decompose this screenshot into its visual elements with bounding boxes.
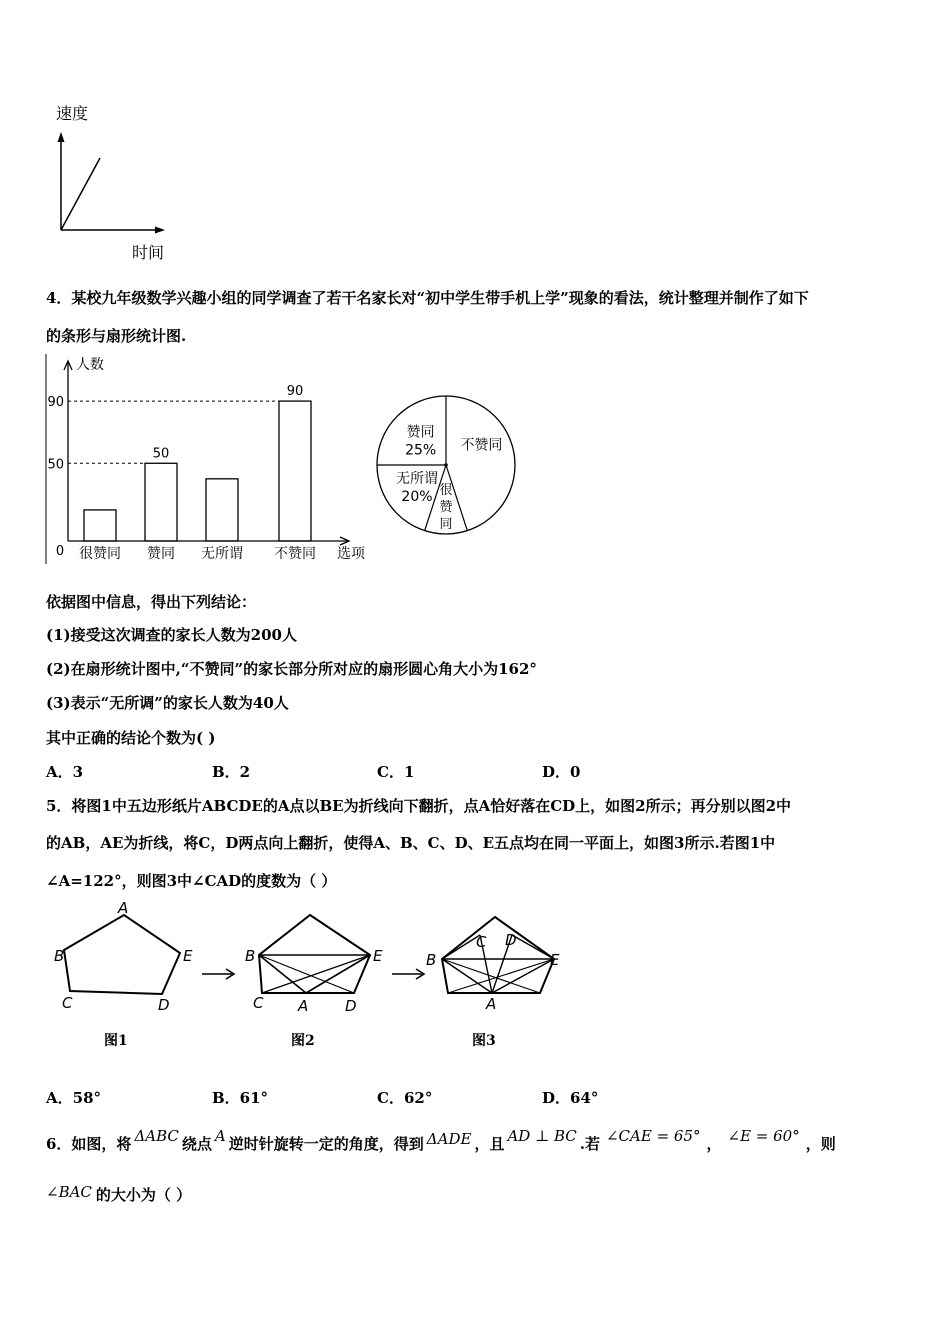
q4-option-d[interactable]: D．0 (542, 763, 581, 781)
pie-slice-label: 赞 (439, 499, 453, 515)
q6-part-1: 6．如图，将 (46, 1135, 132, 1153)
q5-line2: 的AB，AE为折线，将C，D两点向上翻折，使得A、B、C、D、E五点均在同一平面上，如图3所示.若图1中 (46, 834, 776, 852)
fig3-line-ba (442, 959, 492, 993)
q6-stem (46, 1127, 836, 1154)
fig1-label-d: D (158, 996, 170, 1014)
fig3-line-ed (512, 935, 554, 959)
q4-question: 其中正确的结论个数为( ) (46, 729, 216, 747)
fig3-line-bc (442, 935, 480, 959)
q6-stem-line2 (46, 1184, 191, 1205)
q4-option-a[interactable]: A．3 (46, 763, 84, 781)
q6-math-triangle-abc: ΔABC (134, 1127, 179, 1145)
q5-line3: ∠A=122°，则图3中∠CAD的度数为（ ） (46, 872, 337, 890)
bar-ytick-label: 50 (47, 457, 64, 473)
fig2-label-a: A (298, 997, 309, 1015)
q6-math-angle-cae: ∠CAE = 65° (605, 1127, 701, 1145)
fig1-pentagon (64, 915, 180, 994)
q6-part-4: ，且 (474, 1135, 505, 1153)
fig2-label-e: E (373, 947, 383, 965)
speed-label: 速度 (56, 104, 89, 123)
bar-data-label: 90 (286, 384, 304, 400)
q6-part-8: 的大小为（ ） (95, 1186, 192, 1204)
q5-option-b[interactable]: B．61° (212, 1089, 269, 1107)
fig3-label-d: D (505, 931, 517, 949)
bar-xlabel: 选项 (337, 546, 365, 562)
q4-conclusion-2: (2)在扇形统计图中,“不赞同”的家长部分所对应的扇形圆心角大小为162° (46, 660, 537, 678)
fig3-label-b: B (426, 951, 437, 969)
bar-3 (206, 479, 238, 541)
q5-option-c[interactable]: C．62° (377, 1089, 433, 1107)
fig3-caption: 图3 (472, 1033, 496, 1049)
fig2-line-ba (259, 955, 306, 993)
fig1-label-b: B (54, 947, 65, 965)
fig2-label-d: D (345, 997, 357, 1015)
pie-chart (370, 390, 520, 540)
fig1-label-c: C (62, 994, 73, 1012)
q6-part-3: 逆时针旋转一定的角度，得到 (228, 1135, 424, 1153)
bar-category-label: 很赞同 (79, 546, 121, 562)
bar-2 (145, 463, 177, 541)
bar-chart (44, 350, 374, 568)
q4-conclusion-3: (3)表示“无所调”的家长人数为40人 (46, 694, 289, 712)
q4-conclusion-1: (1)接受这次调查的家长人数为200人 (46, 626, 297, 644)
q5-line1: 5．将图1中五边形纸片ABCDE的A点以BE为折线向下翻折，点A恰好落在CD上，如图2所示；再分别以图2中 (46, 797, 792, 815)
y-axis-arrow (58, 132, 65, 142)
fig2-line-b-inner (259, 955, 354, 993)
pie-slice-label: 无所谓 (395, 471, 438, 488)
q5-option-d[interactable]: D．64° (542, 1089, 599, 1107)
fig3-label-a: A (486, 995, 497, 1013)
q6-part-7: ，则 (805, 1135, 836, 1153)
q4-stem-line2: 的条形与扇形统计图. (46, 327, 187, 345)
fig3-label-c: C (476, 933, 487, 951)
q4-option-c[interactable]: C．1 (377, 763, 415, 781)
pie-center (444, 463, 448, 467)
q4-lead: 依据图中信息，得出下列结论： (46, 593, 257, 611)
fig2-label-b: B (245, 947, 256, 965)
fig3-pentagon (442, 917, 554, 993)
time-label: 时间 (132, 243, 165, 262)
pie-slice-label: 赞同 (406, 424, 435, 441)
q5-option-a[interactable]: A．58° (46, 1089, 102, 1107)
q4-option-b[interactable]: B．2 (212, 763, 251, 781)
pie-slice-percent: 25% (405, 442, 437, 459)
q6-part-2: 绕点 (181, 1135, 212, 1153)
bar-4 (279, 401, 311, 541)
bar-1 (84, 510, 116, 541)
fig1-label-e: E (183, 947, 193, 965)
bar-ytick-label: 90 (47, 395, 64, 411)
x-axis-arrow (155, 227, 165, 234)
speed-line (61, 158, 100, 230)
q6-part-6: ， (706, 1135, 722, 1153)
fig3-label-e: E (550, 951, 560, 969)
pie-slice-label: 同 (439, 516, 453, 532)
bar-origin-label: 0 (55, 544, 65, 559)
pie-slice-label: 很 (439, 482, 453, 498)
fig2-pentagon (259, 915, 370, 993)
q6-math-triangle-ade: ΔADE (426, 1130, 472, 1148)
q6-part-5: .若 (579, 1135, 600, 1153)
q6-math-ad-perp-bc: AD ⊥ BC (507, 1127, 577, 1145)
q6-math-point-a: A (214, 1127, 226, 1145)
bar-category-label: 无所谓 (201, 546, 243, 562)
q4-stem-line1: 4．某校九年级数学兴趣小组的同学调查了若干名家长对“初中学生带手机上学”现象的看法，统计整理并制作了如下 (46, 289, 809, 307)
bar-category-label: 不赞同 (274, 546, 316, 562)
bar-data-label: 50 (152, 446, 170, 462)
pie-slice-percent: 20% (401, 489, 433, 506)
bar-ylabel: 人数 (76, 357, 104, 373)
q6-math-angle-bac: ∠BAC (46, 1183, 92, 1201)
bar-category-label: 赞同 (147, 546, 175, 562)
fig2-label-c: C (253, 994, 264, 1012)
fig1-label-a: A (118, 899, 129, 917)
speed-time-chart (40, 95, 190, 270)
fig2-caption: 图2 (291, 1033, 315, 1049)
q6-math-angle-e: ∠E = 60° (727, 1127, 800, 1145)
fig1-caption: 图1 (104, 1033, 128, 1049)
pie-slice-label: 不赞同 (460, 437, 503, 454)
